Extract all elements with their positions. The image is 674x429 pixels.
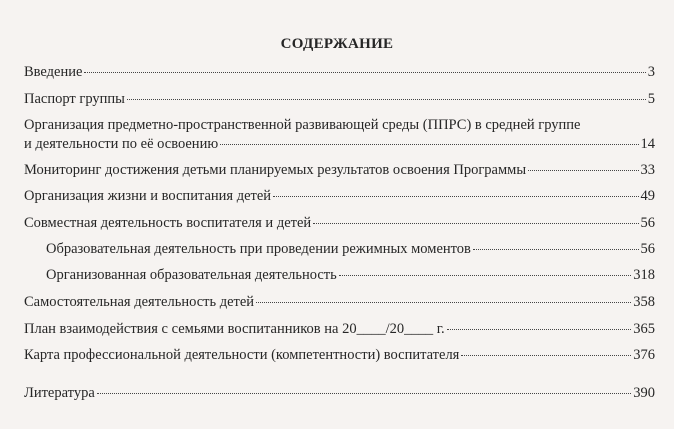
toc-entry-life-organization (24, 188, 655, 205)
toc-entry-label: Самостоятельная деятельность детей (24, 294, 255, 310)
toc-entry-label: и деятельности по её освоению (24, 136, 219, 152)
toc-entry-group-passport (24, 91, 655, 108)
toc-page-number: 318 (633, 267, 655, 283)
toc-entry-label: Совместная деятельность воспитателя и детей (24, 215, 312, 231)
toc-page-number: 56 (640, 215, 655, 231)
toc-page-number: 56 (640, 241, 655, 257)
toc-entry-literature (24, 385, 655, 402)
dot-leader (473, 249, 639, 250)
dot-leader (256, 302, 631, 303)
page-title: СОДЕРЖАНИЕ (280, 36, 394, 52)
dot-leader (461, 355, 631, 356)
dot-leader (447, 329, 632, 330)
toc-entry-label: Мониторинг достижения детьми планируемых результатов освоения Программы (24, 162, 527, 178)
dot-leader (313, 223, 638, 224)
dot-leader (339, 275, 631, 276)
toc-entry-environment (24, 117, 655, 153)
toc-entry-label: Организация жизни и воспитания детей (24, 188, 272, 204)
toc-entry-label: Введение (24, 64, 83, 80)
toc-page-number: 358 (633, 294, 655, 310)
toc-entry-family-plan (24, 321, 655, 338)
toc-page-number: 33 (640, 162, 655, 178)
toc-subentry-routine-moments (46, 241, 655, 258)
toc-page-number: 14 (640, 136, 655, 152)
toc-entry-label: Образовательная деятельность при проведении режимных моментов (46, 241, 471, 257)
toc-page-number: 3 (647, 64, 655, 80)
dot-leader (84, 72, 645, 73)
toc-entry-competence-map (24, 347, 655, 364)
toc-page-number: 49 (640, 188, 655, 204)
toc-entry-monitoring (24, 162, 655, 179)
toc-entry-label: Карта профессиональной деятельности (компетентности) воспитателя (24, 347, 460, 363)
toc-entry-label: Паспорт группы (24, 91, 125, 107)
toc-entry-introduction (24, 64, 655, 81)
toc-entry-label: Организованная образовательная деятельность (46, 267, 337, 283)
toc-page-number: 5 (647, 91, 655, 107)
dot-leader (528, 170, 638, 171)
toc-page-number: 365 (633, 321, 655, 337)
toc-entry-joint-activity (24, 215, 655, 232)
dot-leader (220, 144, 638, 145)
dot-leader (97, 393, 631, 394)
toc-entry-independent-activity (24, 294, 655, 311)
toc-entry-label-line1: Организация предметно-пространственной развивающей среды (ППРС) в средней группе (24, 117, 581, 133)
toc-entry-label: Литература (24, 385, 95, 401)
dot-leader (127, 99, 646, 100)
dot-leader (273, 196, 638, 197)
toc-entry-label: План взаимодействия с семьями воспитанников на 20____/20____ г. (24, 321, 445, 337)
toc-page-number: 376 (633, 347, 655, 363)
toc-page-number: 390 (633, 385, 655, 401)
toc-subentry-organized-activity (46, 267, 655, 284)
